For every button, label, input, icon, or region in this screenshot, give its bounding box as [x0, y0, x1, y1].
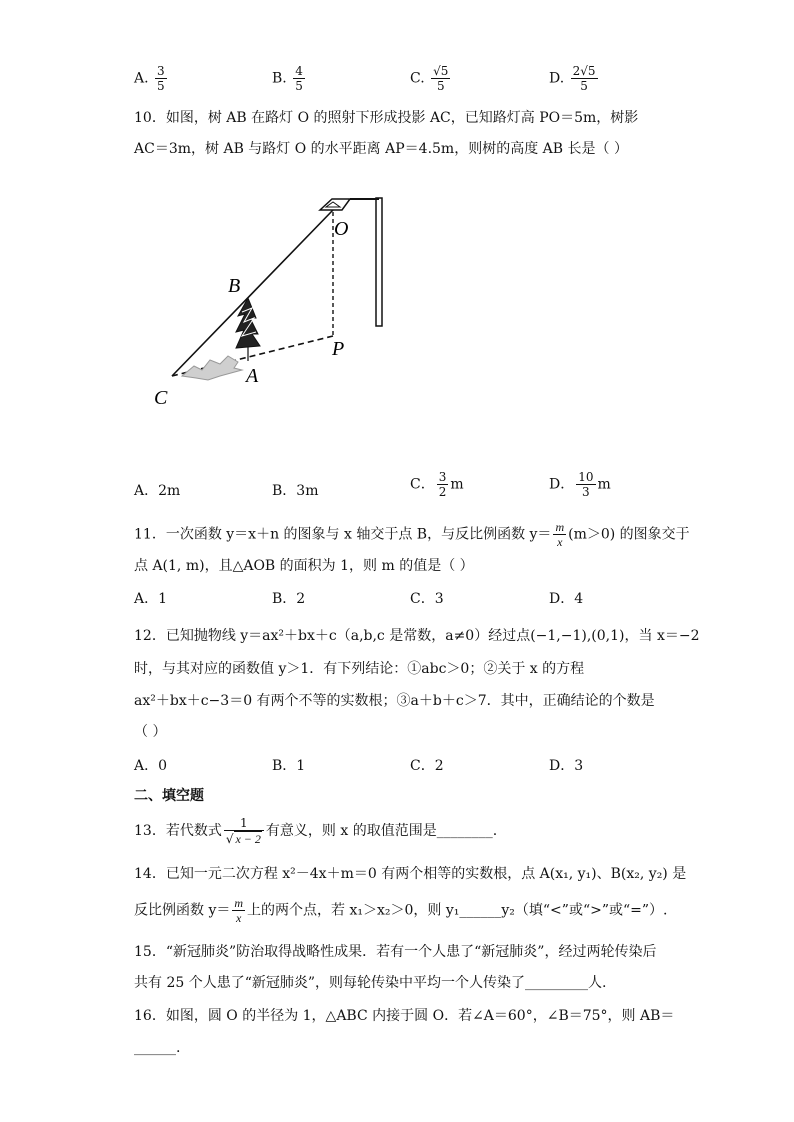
- tree-shadow-icon: [182, 356, 242, 380]
- fraction: [293, 64, 305, 93]
- q12-line-3: ax²＋bx＋c−3＝0 有两个不等的实数根；③a＋b＋c＞7．其中，正确结论的个数是: [134, 693, 655, 709]
- numerator: 4: [295, 64, 303, 78]
- q12-option-d: D．3: [549, 758, 584, 774]
- fraction: [232, 896, 245, 925]
- fraction: [553, 520, 566, 549]
- q9-option-d: [549, 64, 600, 93]
- denominator: 3: [582, 485, 590, 499]
- denominator: 5: [295, 79, 303, 93]
- label-b: B: [228, 275, 241, 297]
- denominator: 2: [438, 485, 447, 499]
- unit: m: [597, 476, 611, 493]
- label-o: O: [334, 218, 349, 240]
- numerator: 1: [224, 816, 264, 831]
- q14-line-1: 14．已知一元二次方程 x²－4x＋m＝0 有两个相等的实数根，点 A(x₁, y₁)、B(x₂, y₂) 是: [134, 866, 687, 882]
- q10-line-1: 10．如图，树 AB 在路灯 O 的照射下形成投影 AC，已知路灯高 PO＝5m，树影: [134, 110, 639, 126]
- radicand: x − 2: [235, 832, 261, 846]
- numerator: m: [555, 520, 565, 534]
- text: 有意义，则 x 的取值范围是________.: [265, 823, 498, 839]
- q10-figure: [150, 190, 400, 420]
- text: 13．若代数式: [134, 823, 222, 839]
- q10-option-c: [410, 470, 464, 499]
- q12-option-a: A．0: [134, 758, 168, 774]
- q12-line-4: （ ）: [134, 724, 167, 740]
- text: 反比例函数 y＝: [134, 902, 231, 919]
- fraction: [155, 64, 167, 93]
- text: 11．一次函数 y＝x＋n 的图象与 x 轴交于点 B，与反比例函数 y＝: [134, 526, 552, 543]
- q9-option-a: [134, 64, 169, 93]
- label-p: P: [332, 338, 345, 360]
- q10-option-b: B．3m: [272, 483, 319, 499]
- q9-option-c: [410, 64, 452, 93]
- q10-line-2: AC＝3m，树 AB 与路灯 O 的水平距离 AP＝4.5m，则树的高度 AB 长是（ ）: [134, 141, 628, 157]
- denominator: 5: [436, 79, 445, 93]
- option-label: A.: [134, 70, 149, 87]
- numerator: 2√5: [572, 64, 596, 78]
- unit: m: [450, 476, 464, 493]
- q12-line-1: 12．已知抛物线 y＝ax²＋bx＋c（a,b,c 是常数，a≠0）经过点(−1,−1),(0,1)，当 x＝−2: [134, 628, 700, 644]
- text: 上的两个点，若 x₁＞x₂＞0，则 y₁______y₂（填“<”或“>”或“=”）.: [247, 902, 668, 919]
- q12-option-b: B．1: [272, 758, 306, 774]
- label-a: A: [246, 365, 259, 387]
- fraction: [224, 816, 264, 846]
- q14-line-2: [134, 896, 667, 925]
- numerator: √5: [433, 64, 449, 78]
- option-label: D.: [549, 70, 565, 87]
- numerator: 3: [438, 470, 447, 484]
- q11-line-2: 点 A(1, m)，且△AOB 的面积为 1，则 m 的值是（ ）: [134, 558, 474, 574]
- numerator: 3: [157, 64, 165, 78]
- q11-option-b: B．2: [272, 591, 306, 607]
- denominator: √ x − 2: [225, 832, 261, 846]
- q11-option-a: A．1: [134, 591, 168, 607]
- q12-line-2: 时，与其对应的函数值 y＞1．有下列结论：①abc＞0；②关于 x 的方程: [134, 661, 585, 677]
- fraction: [571, 64, 598, 93]
- numerator: 10: [578, 470, 594, 484]
- q10-option-d: [549, 470, 611, 499]
- fraction: [437, 470, 449, 499]
- q11-line-1: [134, 520, 690, 549]
- q11-option-c: C．3: [410, 591, 444, 607]
- q16-line-2: ______.: [134, 1040, 181, 1056]
- q16-line-1: 16．如图，圆 O 的半径为 1，△ABC 内接于圆 O．若∠A＝60°，∠B＝75°，则 AB＝: [134, 1008, 675, 1024]
- lamp-post: [376, 198, 382, 326]
- numerator: m: [234, 896, 244, 910]
- q15-line-2: 共有 25 个人患了“新冠肺炎”，则每轮传染中平均一个人传染了_________人.: [134, 975, 607, 991]
- q15-line-1: 15．“新冠肺炎”防治取得战略性成果．若有一个人患了“新冠肺炎”，经过两轮传染后: [134, 944, 657, 960]
- text: (m＞0) 的图象交于: [568, 526, 690, 543]
- denominator: x: [557, 535, 563, 549]
- option-label: C．: [410, 476, 435, 493]
- fraction: [576, 470, 595, 499]
- label-c: C: [154, 387, 168, 409]
- denominator: x: [236, 911, 242, 925]
- option-label: C.: [410, 70, 425, 87]
- option-label: D．: [549, 476, 575, 493]
- q13-line: [134, 816, 497, 846]
- section-title: 二、填空题: [134, 788, 204, 804]
- q10-option-a: A．2m: [134, 483, 181, 499]
- fraction: [431, 64, 450, 93]
- denominator: 5: [157, 79, 165, 93]
- denominator: 5: [580, 79, 588, 93]
- q12-option-c: C．2: [410, 758, 444, 774]
- option-label: B.: [272, 70, 287, 87]
- q9-option-b: [272, 64, 307, 93]
- q11-option-d: D．4: [549, 591, 584, 607]
- ray-oc: [172, 210, 333, 376]
